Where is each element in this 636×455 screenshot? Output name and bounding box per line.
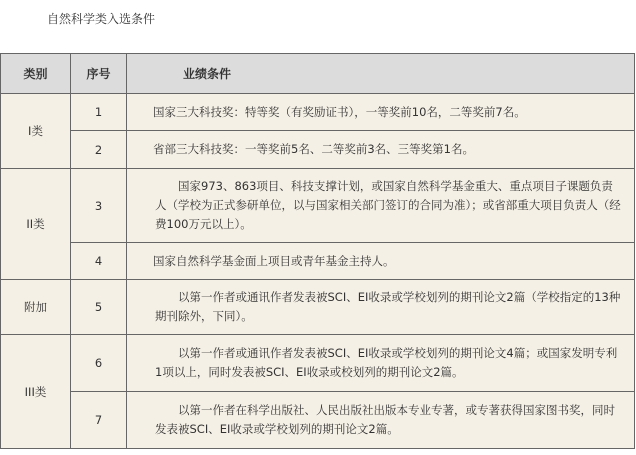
header-condition: 业绩条件 — [127, 54, 635, 94]
table-row — [1, 280, 635, 335]
page-title: 自然科学类入选条件 — [47, 12, 156, 26]
condition-cell: 以第一作者在科学出版社、人民出版社出版本专业专著，或专著获得国家图书奖，同时发表被SCI、EI收录或学校划列的期刊论文2篇。 — [127, 392, 635, 449]
category-cell: I类 — [1, 94, 71, 169]
number-cell: 1 — [71, 94, 127, 131]
table-row — [1, 94, 635, 131]
condition-cell: 国家自然科学基金面上项目或青年基金主持人。 — [127, 243, 635, 280]
header-category: 类别 — [1, 54, 71, 94]
header-number: 序号 — [71, 54, 127, 94]
category-cell: 附加 — [1, 280, 71, 335]
table-row — [1, 243, 635, 280]
number-cell: 3 — [71, 169, 127, 243]
condition-cell: 以第一作者或通讯作者发表被SCI、EI收录或学校划列的期刊论文2篇（学校指定的13种期刊除外，下同）。 — [127, 280, 635, 335]
table-row — [1, 335, 635, 392]
number-cell: 5 — [71, 280, 127, 335]
number-cell: 6 — [71, 335, 127, 392]
table-row — [1, 131, 635, 169]
condition-cell: 以第一作者或通讯作者发表被SCI、EI收录或学校划列的期刊论文4篇；或国家发明专利1项以上，同时发表被SCI、EI收录或校划列的期刊论文2篇。 — [127, 335, 635, 392]
category-cell: II类 — [1, 169, 71, 280]
number-cell: 7 — [71, 392, 127, 449]
condition-cell: 国家973、863项目、科技支撑计划，或国家自然科学基金重大、重点项目子课题负责人（学校为正式参研单位，以与国家相关部门签订的合同为准）；或省部重大项目负责人（经费100万元以上）。 — [127, 169, 635, 243]
condition-cell: 省部三大科技奖：一等奖前5名、二等奖前3名、三等奖第1名。 — [127, 131, 635, 169]
table-header-row — [1, 54, 635, 94]
number-cell: 4 — [71, 243, 127, 280]
condition-cell: 国家三大科技奖：特等奖（有奖励证书），一等奖前10名，二等奖前7名。 — [127, 94, 635, 131]
table-row — [1, 392, 635, 449]
requirements-table — [0, 53, 635, 449]
number-cell: 2 — [71, 131, 127, 169]
category-cell: III类 — [1, 335, 71, 449]
table-row — [1, 169, 635, 243]
